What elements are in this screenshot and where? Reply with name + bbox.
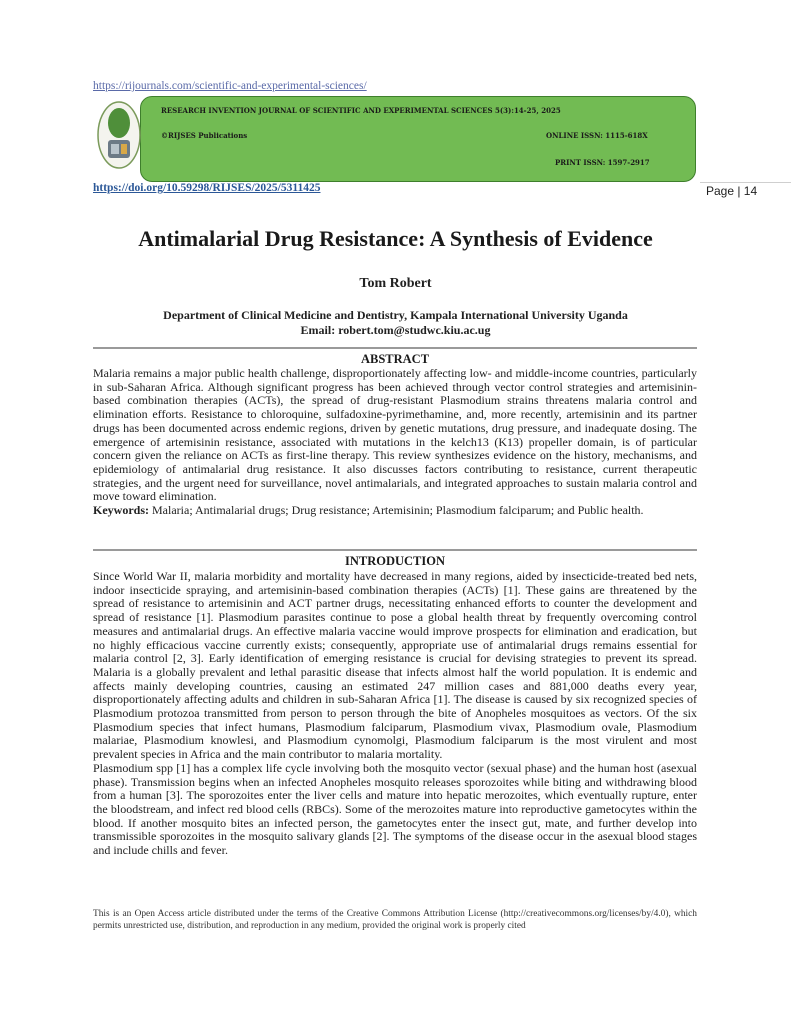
journal-logo-icon — [96, 100, 142, 170]
author-name: Tom Robert — [359, 276, 432, 291]
license-footer: This is an Open Access article distributed under the terms of the Creative Commons Attribution License (http://creativecommons.org/licenses/by/4.0), which permits unrestricted use, distribution, and reproduction in any medium, provided the original work is properly cited — [93, 909, 697, 931]
abstract-body: Malaria remains a major public health challenge, disproportionately affecting low- and middle-income countries, particularly in sub-Saharan Africa. Although significant progress has been achieved through vector control strategies and artemisinin-based combination therapies (ACTs), the spread of drug-resistant Plasmodium strains threatens malaria control and elimination efforts. Resistance to chloroquine, sulfadoxine-pyrimethamine, and, more recently, artemisinin and its partner drugs has been documented across endemic regions, driven by genetic mutations, drug pressure, and inadequate dosing. The emergence of artemisinin resistance, associated with mutations in the kelch13 (K13) propeller domain, is of particular concern given the reliance on ACTs as first-line therapy. This review synthesizes evidence on the history, mechanisms, and epidemiology of antimalarial drug resistance. It also discusses factors contributing to resistance, current therapeutic strategies, and the urgent need for surveillance, novel antimalarials, and integrated approaches to sustain malaria control and move toward elimination. — [93, 366, 697, 504]
keywords-label: Keywords: — [93, 503, 149, 518]
doi-link[interactable]: https://doi.org/10.59298/RIJSES/2025/5311425 — [93, 182, 321, 194]
page-divider — [700, 182, 791, 183]
introduction-paragraph-1: Since World War II, malaria morbidity and mortality have decreased in many regions, aided by insecticide-treated bed nets, indoor insecticide spraying, and artemisinin-based combination therapies (ACTs) [1]. These gains are threatened by the spread of resistance to artemisinin and ACT partner drugs, necessitating enhanced efforts to counter the development and spread of resistance [1]. Plasmodium parasites continue to pose a global health threat by frequently overcoming control measures and antimalarial drugs. An effective malaria vaccine would improve prospects for elimination and eradication, but no highly efficacious vaccine currently exists; consequently, appropriate use of antimalarial drugs remains essential for malaria control [2, 3]. Early identification of emerging resistance is crucial for devising strategies to prevent its spread. Malaria is a globally prevalent and lethal parasitic disease that infects almost half the world population. It is endemic and affects mainly developing countries, causing an estimated 247 million cases and 881,000 deaths every year, disproportionately affecting adults and children in sub-Saharan Africa [1]. The disease is caused by six recognized species of Plasmodium protozoa transmitted from person to person through the bite of Anopheles mosquitoes as vectors. Of the six Plasmodium species that infect humans, Plasmodium falciparum, Plasmodium vivax, Plasmodium ovale, Plasmodium malariae, Plasmodium knowlesi, and Plasmodium cynomolgi, Plasmodium falciparum is the most virulent and most prevalent species in Africa and the main contributor to malaria mortality. — [93, 569, 697, 762]
journal-url-link[interactable]: https://rijournals.com/scientific-and-experimental-sciences/ — [93, 80, 367, 92]
author-affiliation: Department of Clinical Medicine and Dentistry, Kampala International University Uganda — [163, 308, 628, 322]
introduction-paragraph-2: Plasmodium spp [1] has a complex life cycle involving both the mosquito vector (sexual phase) and the human host (asexual phase). Transmission begins when an infected Anopheles mosquito releases sporozoites while biting and withdrawing blood from a human [3]. The sporozoites enter the liver cells and mature into hepatic merozoites, which eventually rupture, enter the bloodstream, and infect red blood cells (RBCs). Some of the merozoites mature into reproductive gametocytes within the blood. If another mosquito bites an infected person, the gametocytes enter the insect gut, mate, and further develop into transmissible sporozoites in the mosquito salivary glands [2]. The symptoms of the disease occur in the asexual blood stages and include chills and fever. — [93, 760, 697, 858]
online-issn: ONLINE ISSN: 1115-618X — [546, 131, 648, 140]
journal-name: RESEARCH INVENTION JOURNAL OF SCIENTIFIC AND EXPERIMENTAL SCIENCES 5(3):14-25, 2025 — [161, 106, 561, 115]
keywords-list: Malaria; Antimalarial drugs; Drug resistance; Artemisinin; Plasmodium falciparum; and Public health. — [149, 503, 644, 518]
journal-banner — [140, 96, 696, 182]
introduction-top-rule — [93, 549, 697, 551]
introduction-heading: INTRODUCTION — [344, 554, 445, 568]
abstract-heading: ABSTRACT — [360, 352, 430, 366]
abstract-top-rule — [93, 347, 697, 349]
page-number: Page | 14 — [706, 184, 758, 198]
introduction-text — [93, 570, 697, 858]
publisher-label: ©RIJSES Publications — [161, 131, 248, 140]
print-issn: PRINT ISSN: 1597-2917 — [555, 158, 650, 167]
author-email: Email: robert.tom@studwc.kiu.ac.ug — [300, 323, 491, 337]
abstract-text — [93, 367, 697, 518]
article-title: Antimalarial Drug Resistance: A Synthesis of Evidence — [138, 226, 653, 251]
